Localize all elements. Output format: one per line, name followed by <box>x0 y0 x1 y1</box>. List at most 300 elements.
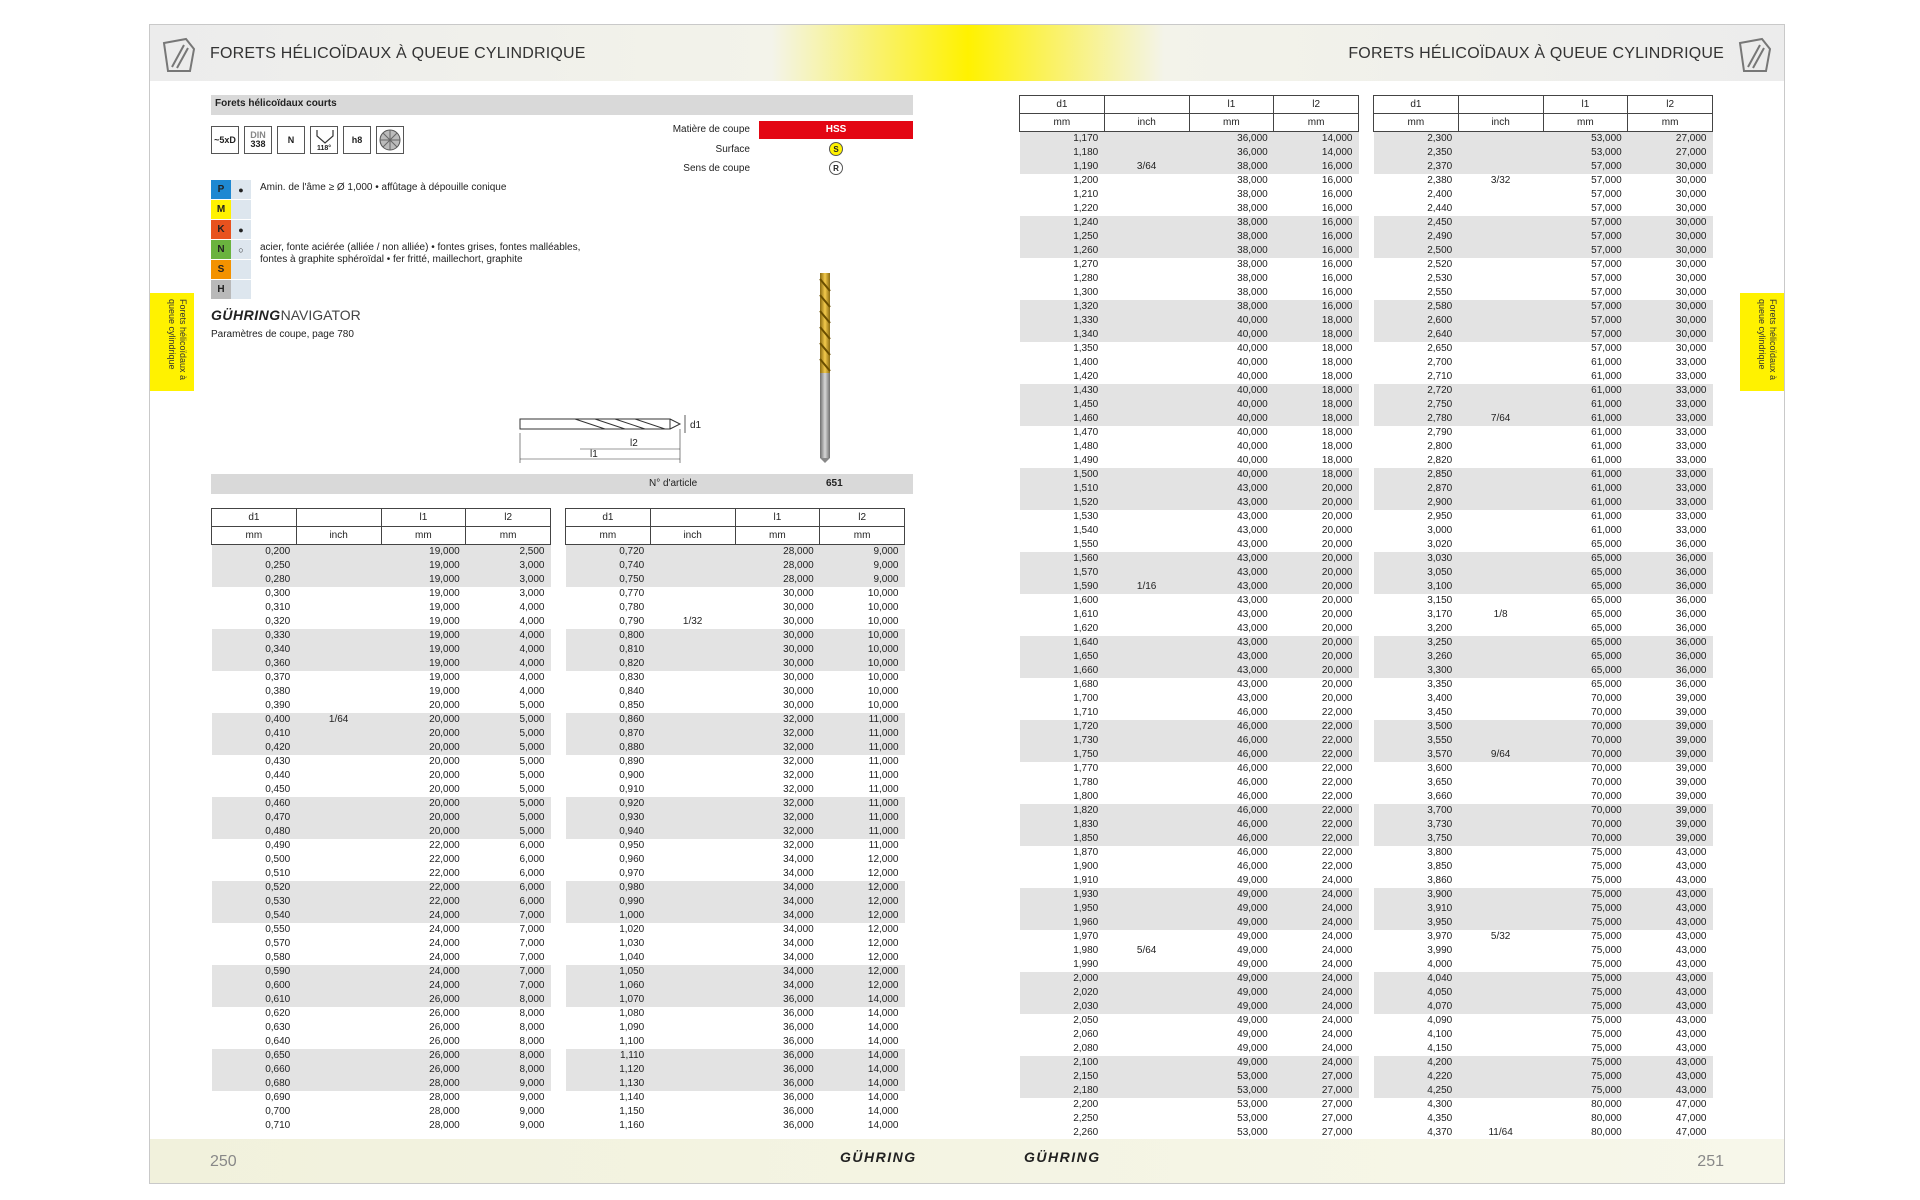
table-row <box>1374 398 1713 412</box>
cell-l2: 16,000 <box>1274 160 1359 174</box>
table-row <box>566 839 905 853</box>
cell-l2: 24,000 <box>1274 1056 1359 1070</box>
cell-d1: 3,700 <box>1374 804 1459 818</box>
cell-d1: 1,500 <box>1020 468 1105 482</box>
table-row <box>1020 566 1359 580</box>
din-symbol <box>244 126 272 154</box>
cell-d1: 3,850 <box>1427 861 1453 872</box>
cell-l1: 65,000 <box>1543 552 1628 566</box>
cell-inch <box>650 741 735 755</box>
cell-inch: 3/64 <box>1104 160 1189 174</box>
table-row <box>566 867 905 881</box>
cell-l1: 26,000 <box>429 1036 460 1047</box>
cell-l1: 70,000 <box>1591 777 1622 788</box>
cell-d1: 2,300 <box>1374 132 1459 147</box>
cell-l2: 11,000 <box>820 713 905 727</box>
table-row <box>566 937 905 951</box>
cell-l2: 22,000 <box>1274 832 1359 846</box>
cell-l1: 43,000 <box>1189 650 1274 664</box>
cell-inch <box>1104 692 1189 706</box>
cell-inch <box>1458 482 1543 496</box>
cell-l2: 39,000 <box>1628 804 1713 818</box>
cell-inch <box>1104 776 1189 790</box>
cell-inch <box>1458 454 1543 468</box>
cell-inch <box>1104 860 1189 874</box>
cell-d1: 3,910 <box>1374 902 1459 916</box>
cell-d1: 0,950 <box>619 840 645 851</box>
cell-inch <box>1104 762 1189 776</box>
table-row <box>212 993 551 1007</box>
cell-l1: 19,000 <box>429 672 460 683</box>
cell-l2: 20,000 <box>1274 650 1359 664</box>
table-row <box>1374 230 1713 244</box>
cell-inch <box>1458 1000 1543 1014</box>
cell-d1: 2,650 <box>1427 343 1453 354</box>
table-row <box>566 559 905 573</box>
cell-inch <box>650 727 735 741</box>
cell-inch <box>296 1091 381 1105</box>
drill-emblem-icon <box>160 37 198 75</box>
cell-l1: 43,000 <box>1237 693 1268 704</box>
cell-d1: 4,000 <box>1427 959 1453 970</box>
cell-l1: 49,000 <box>1189 1000 1274 1014</box>
cell-inch <box>1104 804 1189 818</box>
cell-inch <box>296 727 381 741</box>
cell-l2: 20,000 <box>1274 566 1359 580</box>
cell-d1: 0,700 <box>265 1106 291 1117</box>
cell-inch <box>1458 188 1543 202</box>
technical-drawing <box>510 405 780 485</box>
cell-l1: 53,000 <box>1237 1113 1268 1124</box>
page-title-left: FORETS HÉLICOÏDAUX À QUEUE CYLINDRIQUE <box>210 45 586 62</box>
table-row <box>1020 888 1359 902</box>
cell-inch <box>1458 1070 1543 1084</box>
cell-l1: 40,000 <box>1189 468 1274 482</box>
cell-inch <box>1458 202 1543 216</box>
cell-l1: 43,000 <box>1189 496 1274 510</box>
table-row <box>1020 356 1359 370</box>
cell-l2: 27,000 <box>1628 132 1713 147</box>
cell-inch <box>296 783 381 797</box>
cell-l1: 43,000 <box>1237 679 1268 690</box>
cell-d1: 4,050 <box>1374 986 1459 1000</box>
cell-l1: 20,000 <box>381 811 466 825</box>
cell-inch <box>1104 188 1189 202</box>
material-suitability <box>231 260 251 279</box>
cell-d1: 1,050 <box>566 965 651 979</box>
cell-l1: 38,000 <box>1237 175 1268 186</box>
cell-d1: 2,850 <box>1374 468 1459 482</box>
cell-l2: 11,000 <box>868 756 899 767</box>
cell-l2: 24,000 <box>1321 1015 1353 1026</box>
cell-l1: 70,000 <box>1591 693 1622 704</box>
cell-l1: 75,000 <box>1591 875 1622 886</box>
cell-l1: 40,000 <box>1189 314 1274 328</box>
surface-label: Surface <box>715 144 750 155</box>
cell-inch <box>1104 986 1189 1000</box>
cell-l2: 43,000 <box>1628 1084 1713 1098</box>
cell-inch <box>1104 1084 1189 1098</box>
cell-d1: 2,710 <box>1427 371 1453 382</box>
cell-l1: 43,000 <box>1237 595 1268 606</box>
cell-d1: 0,620 <box>265 1008 291 1019</box>
cell-l1: 65,000 <box>1591 595 1622 606</box>
table-row <box>1020 1084 1359 1098</box>
cell-l2: 4,000 <box>519 616 545 627</box>
cell-l2: 30,000 <box>1628 216 1713 230</box>
cell-l2: 18,000 <box>1274 398 1359 412</box>
cell-l2: 18,000 <box>1274 384 1359 398</box>
column-header: l1 <box>1543 96 1628 114</box>
cell-d1: 2,580 <box>1374 300 1459 314</box>
cell-l1: 38,000 <box>1237 189 1268 200</box>
cell-l1: 19,000 <box>381 643 466 657</box>
cell-d1: 2,050 <box>1073 1015 1099 1026</box>
cell-l2: 6,000 <box>519 840 545 851</box>
cell-d1: 3,200 <box>1427 623 1453 634</box>
cell-l2: 12,000 <box>867 924 899 935</box>
cell-l2: 27,000 <box>1321 1127 1353 1138</box>
cell-d1: 0,250 <box>212 559 297 573</box>
cell-l2: 6,000 <box>519 854 545 865</box>
cell-l1: 75,000 <box>1591 1043 1622 1054</box>
cell-l1: 38,000 <box>1237 287 1268 298</box>
table-row <box>1374 1042 1713 1056</box>
cell-l2: 43,000 <box>1628 986 1713 1000</box>
cell-l2: 18,000 <box>1274 468 1359 482</box>
cell-inch <box>1458 1112 1543 1126</box>
cell-l2: 11,000 <box>868 784 899 795</box>
cell-inch <box>1104 748 1189 762</box>
cell-l1: 75,000 <box>1591 959 1622 970</box>
cell-inch <box>650 1105 735 1119</box>
cell-l1: 49,000 <box>1189 986 1274 1000</box>
table-row <box>1020 370 1359 384</box>
cell-l1: 36,000 <box>783 1106 814 1117</box>
cell-d1: 1,800 <box>1073 791 1099 802</box>
cell-l2: 33,000 <box>1628 482 1713 496</box>
table-row <box>1374 818 1713 832</box>
section-title: Forets hélicoïdaux courts <box>211 95 913 115</box>
table-row <box>566 573 905 587</box>
cell-inch <box>1104 1056 1189 1070</box>
column-header: inch <box>1104 114 1189 132</box>
cell-inch <box>1104 272 1189 286</box>
cell-inch <box>1104 146 1189 160</box>
cell-d1: 0,900 <box>619 770 645 781</box>
cell-d1: 3,600 <box>1427 763 1453 774</box>
drill-emblem-icon <box>1736 37 1774 75</box>
cell-d1: 1,110 <box>566 1049 651 1063</box>
cell-l2: 6,000 <box>466 881 551 895</box>
cell-l2: 16,000 <box>1321 189 1353 200</box>
cell-inch <box>1104 482 1189 496</box>
cell-inch <box>1104 370 1189 384</box>
cell-d1: 2,200 <box>1073 1099 1099 1110</box>
cell-d1: 0,720 <box>566 545 651 560</box>
cell-d1: 0,840 <box>619 686 645 697</box>
cell-l1: 38,000 <box>1189 230 1274 244</box>
cell-l2: 20,000 <box>1274 664 1359 678</box>
cell-l2: 16,000 <box>1321 175 1353 186</box>
table-row <box>212 559 551 573</box>
cell-l1: 38,000 <box>1189 216 1274 230</box>
cell-d1: 2,550 <box>1427 287 1453 298</box>
cell-l2: 12,000 <box>820 895 905 909</box>
cell-l2: 24,000 <box>1321 959 1353 970</box>
cell-d1: 2,400 <box>1427 189 1453 200</box>
cell-inch <box>296 643 381 657</box>
cell-d1: 0,630 <box>265 1022 291 1033</box>
cell-d1: 0,280 <box>212 573 297 587</box>
cell-l1: 46,000 <box>1237 847 1268 858</box>
cell-d1: 2,530 <box>1427 273 1453 284</box>
cell-d1: 4,150 <box>1427 1043 1453 1054</box>
table-row <box>212 615 551 629</box>
cell-d1: 2,450 <box>1374 216 1459 230</box>
cell-inch <box>1458 1042 1543 1056</box>
table-row <box>1374 496 1713 510</box>
cell-l1: 70,000 <box>1543 818 1628 832</box>
cell-inch <box>296 671 381 685</box>
cell-d1: 1,070 <box>566 993 651 1007</box>
cell-l1: 19,000 <box>429 616 460 627</box>
cell-inch <box>1104 930 1189 944</box>
cell-d1: 2,370 <box>1374 160 1459 174</box>
cell-l1: 46,000 <box>1189 720 1274 734</box>
cell-l1: 61,000 <box>1543 398 1628 412</box>
cell-d1: 0,390 <box>265 700 291 711</box>
cell-l2: 20,000 <box>1274 580 1359 594</box>
cell-l1: 36,000 <box>735 1049 820 1063</box>
cell-l2: 20,000 <box>1321 595 1353 606</box>
cell-l2: 30,000 <box>1628 244 1713 258</box>
cell-inch <box>650 881 735 895</box>
table-row <box>566 909 905 923</box>
cell-l1: 34,000 <box>735 965 820 979</box>
cell-l1: 32,000 <box>735 741 820 755</box>
cell-l1: 46,000 <box>1237 763 1268 774</box>
cell-inch <box>650 1091 735 1105</box>
cell-d1: 1,850 <box>1020 832 1105 846</box>
cell-inch <box>1104 1028 1189 1042</box>
table-row <box>212 1049 551 1063</box>
cell-inch <box>1458 216 1543 230</box>
cell-l2: 33,000 <box>1628 384 1713 398</box>
cell-l1: 34,000 <box>783 854 814 865</box>
cell-inch <box>1104 1042 1189 1056</box>
cell-d1: 3,400 <box>1427 693 1453 704</box>
cell-l2: 27,000 <box>1321 1113 1353 1124</box>
cell-d1: 0,810 <box>566 643 651 657</box>
cell-d1: 1,060 <box>566 979 651 993</box>
cell-inch <box>1458 986 1543 1000</box>
cell-l2: 8,000 <box>519 1022 545 1033</box>
navigator-brand-light: NAVIGATOR <box>280 307 361 323</box>
cell-l2: 9,000 <box>820 545 905 560</box>
cell-l2: 16,000 <box>1274 230 1359 244</box>
cell-l2: 4,000 <box>466 629 551 643</box>
cell-d1: 1,040 <box>619 952 645 963</box>
cell-l1: 57,000 <box>1591 259 1622 270</box>
cell-l2: 9,000 <box>466 1077 551 1091</box>
cell-l2: 3,000 <box>519 588 545 599</box>
cell-l1: 34,000 <box>783 868 814 879</box>
column-header: l2 <box>466 509 551 527</box>
cell-l1: 20,000 <box>429 700 460 711</box>
cell-l2: 14,000 <box>820 993 905 1007</box>
cell-l2: 11,000 <box>820 811 905 825</box>
cell-l2: 43,000 <box>1675 1015 1707 1026</box>
cell-l1: 34,000 <box>735 895 820 909</box>
table-row <box>1020 790 1359 804</box>
cell-d1: 1,770 <box>1073 763 1099 774</box>
table-row <box>212 839 551 853</box>
cell-inch <box>296 615 381 629</box>
cell-inch <box>1104 636 1189 650</box>
table-row <box>1020 286 1359 300</box>
cell-l2: 43,000 <box>1628 916 1713 930</box>
cell-l2: 18,000 <box>1321 357 1353 368</box>
cell-l1: 57,000 <box>1591 175 1622 186</box>
table-row <box>1374 272 1713 286</box>
cell-inch <box>1458 258 1543 272</box>
cell-l2: 4,000 <box>466 657 551 671</box>
cell-l2: 22,000 <box>1321 763 1353 774</box>
cell-l1: 43,000 <box>1237 539 1268 550</box>
cell-l1: 26,000 <box>381 1063 466 1077</box>
cell-d1: 3,030 <box>1374 552 1459 566</box>
cell-l2: 43,000 <box>1675 847 1707 858</box>
table-row <box>212 853 551 867</box>
table-row <box>1374 846 1713 860</box>
point-angle-value: 118° <box>316 145 332 152</box>
cell-d1: 2,600 <box>1374 314 1459 328</box>
cell-inch <box>1104 706 1189 720</box>
cell-inch <box>1458 370 1543 384</box>
column-header: mm <box>1189 114 1274 132</box>
cell-inch <box>296 1105 381 1119</box>
table-row <box>1020 1000 1359 1014</box>
cell-l2: 22,000 <box>1321 791 1353 802</box>
cell-l2: 8,000 <box>466 1049 551 1063</box>
table-row <box>1374 510 1713 524</box>
table-row <box>1374 972 1713 986</box>
cell-l1: 65,000 <box>1591 623 1622 634</box>
cell-l2: 22,000 <box>1321 861 1353 872</box>
cell-l2: 8,000 <box>519 1036 545 1047</box>
cell-l1: 57,000 <box>1543 216 1628 230</box>
table-header-row <box>1374 114 1713 132</box>
cell-l2: 36,000 <box>1675 539 1707 550</box>
table-row <box>1020 986 1359 1000</box>
cell-l2: 7,000 <box>466 979 551 993</box>
cell-d1: 2,080 <box>1073 1043 1099 1054</box>
cell-inch <box>296 797 381 811</box>
table-row <box>212 657 551 671</box>
cell-l1: 43,000 <box>1189 636 1274 650</box>
table-row <box>1020 230 1359 244</box>
cell-inch <box>650 979 735 993</box>
cell-d1: 0,200 <box>212 545 297 560</box>
cell-inch <box>650 1049 735 1063</box>
cell-l1: 75,000 <box>1591 945 1622 956</box>
cell-l1: 49,000 <box>1237 1015 1268 1026</box>
cell-l1: 28,000 <box>735 545 820 560</box>
cell-l2: 36,000 <box>1675 609 1707 620</box>
table-row <box>1020 510 1359 524</box>
cell-d1: 1,140 <box>619 1092 645 1103</box>
cell-d1: 1,090 <box>619 1022 645 1033</box>
cell-l1: 28,000 <box>429 1092 460 1103</box>
cell-l2: 36,000 <box>1628 552 1713 566</box>
cell-d1: 1,150 <box>619 1106 645 1117</box>
cell-inch <box>1458 398 1543 412</box>
cell-l1: 43,000 <box>1237 609 1268 620</box>
cell-d1: 0,520 <box>212 881 297 895</box>
table-row <box>1374 552 1713 566</box>
table-row <box>212 1021 551 1035</box>
table-row <box>566 825 905 839</box>
cell-l1: 49,000 <box>1189 902 1274 916</box>
cell-l1: 61,000 <box>1591 371 1622 382</box>
material-row-p <box>211 180 251 199</box>
cell-l1: 38,000 <box>1237 259 1268 270</box>
cell-l2: 20,000 <box>1274 496 1359 510</box>
cell-d1: 1,450 <box>1020 398 1105 412</box>
cell-l1: 38,000 <box>1189 300 1274 314</box>
table-row <box>1020 300 1359 314</box>
table-row <box>1020 174 1359 188</box>
cell-inch <box>296 769 381 783</box>
table-row <box>566 1049 905 1063</box>
cell-inch <box>650 629 735 643</box>
cell-inch <box>1458 510 1543 524</box>
cell-l1: 24,000 <box>381 979 466 993</box>
cell-d1: 1,120 <box>566 1063 651 1077</box>
cell-d1: 2,720 <box>1374 384 1459 398</box>
cell-d1: 0,680 <box>212 1077 297 1091</box>
cell-l1: 57,000 <box>1591 189 1622 200</box>
cell-l1: 36,000 <box>783 1036 814 1047</box>
cell-l2: 24,000 <box>1274 888 1359 902</box>
table-row <box>1374 314 1713 328</box>
cell-l1: 19,000 <box>429 602 460 613</box>
table-row <box>1020 818 1359 832</box>
cell-inch <box>1104 552 1189 566</box>
cell-d1: 3,260 <box>1374 650 1459 664</box>
cell-l1: 34,000 <box>735 909 820 923</box>
cell-inch <box>1104 888 1189 902</box>
cell-d1: 0,820 <box>566 657 651 671</box>
material-suitability <box>231 200 251 219</box>
table-row <box>1374 958 1713 972</box>
cell-l2: 16,000 <box>1321 287 1353 298</box>
table-row <box>212 671 551 685</box>
cell-d1: 1,480 <box>1073 441 1099 452</box>
cell-l1: 26,000 <box>381 993 466 1007</box>
cell-d1: 0,930 <box>566 811 651 825</box>
table-row <box>1020 832 1359 846</box>
cell-l1: 38,000 <box>1237 203 1268 214</box>
cell-l2: 36,000 <box>1675 679 1707 690</box>
table-row <box>1020 440 1359 454</box>
table-row <box>1020 146 1359 160</box>
table-row <box>1374 342 1713 356</box>
cell-l1: 75,000 <box>1543 986 1628 1000</box>
cell-l2: 27,000 <box>1274 1070 1359 1084</box>
cell-l1: 26,000 <box>429 1008 460 1019</box>
